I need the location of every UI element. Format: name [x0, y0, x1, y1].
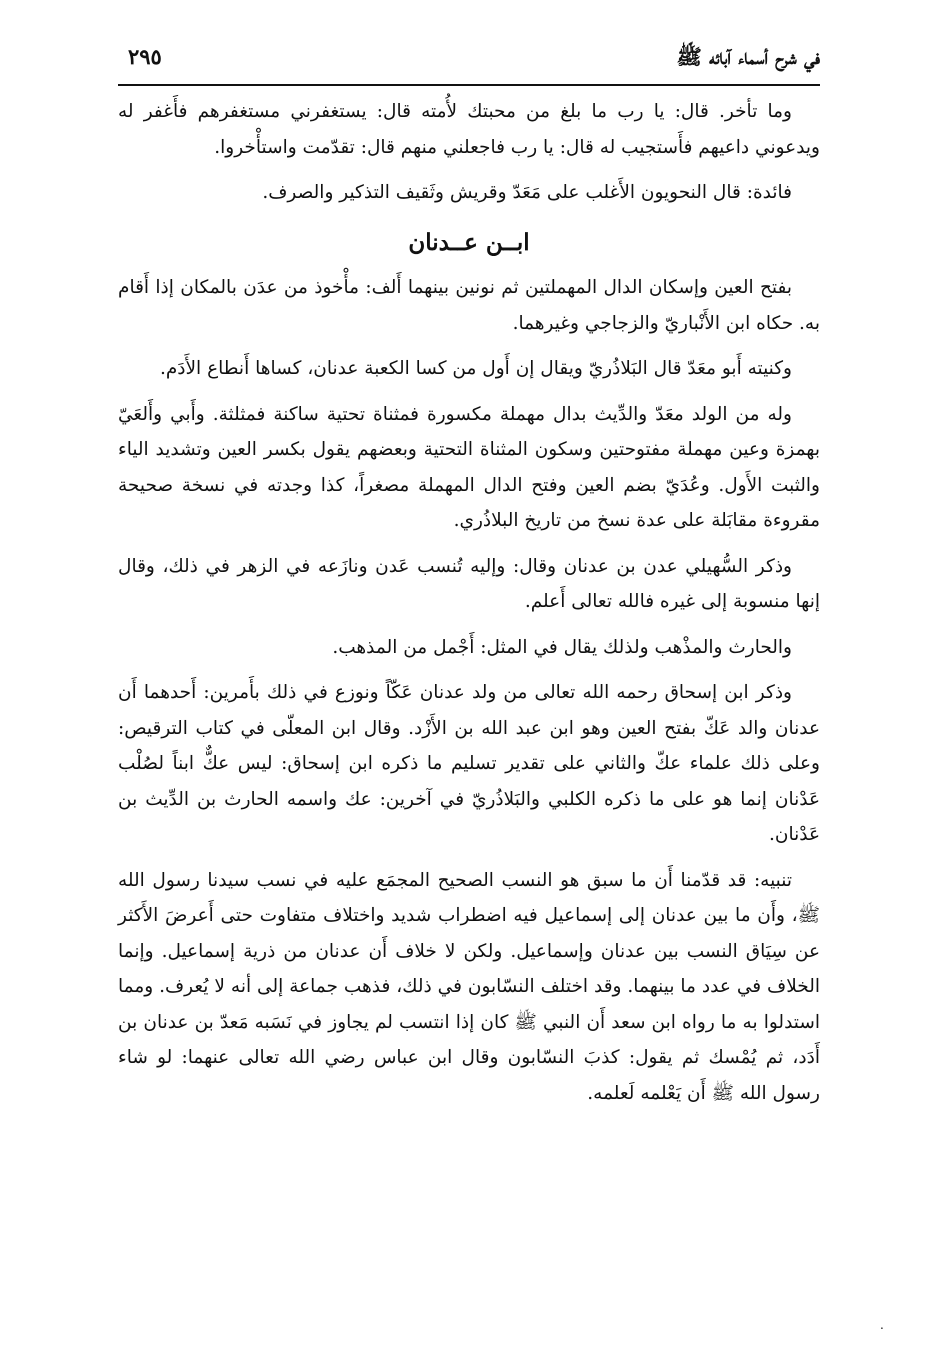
page-header — [118, 38, 820, 86]
notice-label: تنبيه: — [753, 869, 792, 891]
notice-paragraph — [118, 863, 820, 1112]
note-label: فائدة: — [746, 182, 792, 203]
note-paragraph — [118, 175, 820, 211]
paragraph: وذكر السُّهيلي عدن بن عدنان وقال: وإليه تُنسب عَدن ونازَعه في الزهر في ذلك، وقال إنها منسوبة إلى غيره فالله تعالى أَعلم. — [118, 555, 820, 612]
footer-mark: . — [880, 1318, 884, 1332]
paragraph: وله من الولد معَدّ والدِّيث بدال مهملة مكسورة فمثناة تحتية ساكنة فمثلثة. وأَبي وأَلعَيّ بهمزة وعين مهملة مفتوحتين وسكون المثناة التحتية وبعضهم يقول بكسر العين وتشديد الياء والثبت الأَول. وعُدَيّ بضم العين وفتح الدال المهملة مصغراً، كذا وجدته في نسخة صحيحة مقروءة مقابَلة على عدة نسخ من تاريخ البلاذُري. — [118, 403, 820, 531]
notice-text: قد قدّمنا أَن ما سبق هو النسب الصحيح المجمَع عليه في نسب سيدنا رسول الله ﷺ، وأَن ما بين عدنان إلى إسماعيل فيه اضطراب شديد واختلاف متفاوت حتى أَعرضَ الأَكثر عن سِيَاق النسب بين عدنان وإسماعيل. ولكن لا خلاف أَن عدنان من ذرية إسماعيل. وإنما الخلاف في عدد ما بينهما. وقد اختلف النسّابون في ذلك، فذهب جماعة إلى أنه لا يُعرف. ومما استدلوا به ما رواه ابن سعد أَن النبي ﷺ كان إذا انتسب لم يجاوز في نَسَبه مَعدّ بن عدنان بن أَدَد، ثم يُمْسك ثم يقول: كذبَ النسّابون وقال ابن عباس رضي الله تعالى عنهما: لو شاء رسول الله ﷺ أَن يَعْلمه لَعلمه. — [118, 869, 820, 1104]
paragraph: وذكر ابن إسحاق رحمه الله تعالى من ولد عدنان عَكّاً ونوزع في ذلك بأَمرين: أَحدهما أَن عدنان والد عَكّ بفتح العين وهو ابن عبد الله بن الأَزْد. وقال ابن المعلّى في كتاب الترقيص: وعلى ذلك علماء عكّ والثاني على تقدير تسليم ما ذكره ابن إسحاق: ليس عكٌّ ابناً لصُلْب عَدْنان إنما هو على ما ذكره الكلبي والبَلاذُريّ في آخرين: عك واسمه الحارث بن الدِّيث بن عَدْنان. — [118, 682, 820, 845]
paragraph: وما تأخر. قال: يا رب ما بلغ من محبتك لأُمته قال: يستغفرني مستغفرهم فأَغفر له ويدعوني داعيهم فأَستجيب له قال: يا رب فاجعلني منهم قال: تقدّمت واستأْخروا. — [118, 101, 820, 158]
paragraph: وكنيته أَبو معَدّ قال البَلاذُريّ ويقال إن أَول من كسا الكعبة عدنان، كساها أَنطاع الأَدَم. — [159, 358, 792, 379]
paragraph: والحارث والمذْهب ولذلك يقال في المثل: أَجْمل من المذهب. — [332, 636, 792, 658]
section-heading: ابــن عــدنان — [408, 228, 530, 256]
page-body — [118, 94, 820, 1121]
running-title: في شرح أسماء آبائه ﷺ — [676, 44, 820, 69]
page-number: ٢٩٥ — [128, 44, 162, 69]
paragraph: بفتح العين وإسكان الدال المهملتين ثم نونين بينهما أَلف: مأْخوذ من عدَن بالمكان إذا أَقام به. حكاه ابن الأَنْباريّ والزجاجي وغيرهما. — [118, 277, 820, 334]
note-text: قال النحويون الأَغلب على مَعَدّ وقريش وثَقيف التذكير والصرف. — [262, 182, 741, 203]
